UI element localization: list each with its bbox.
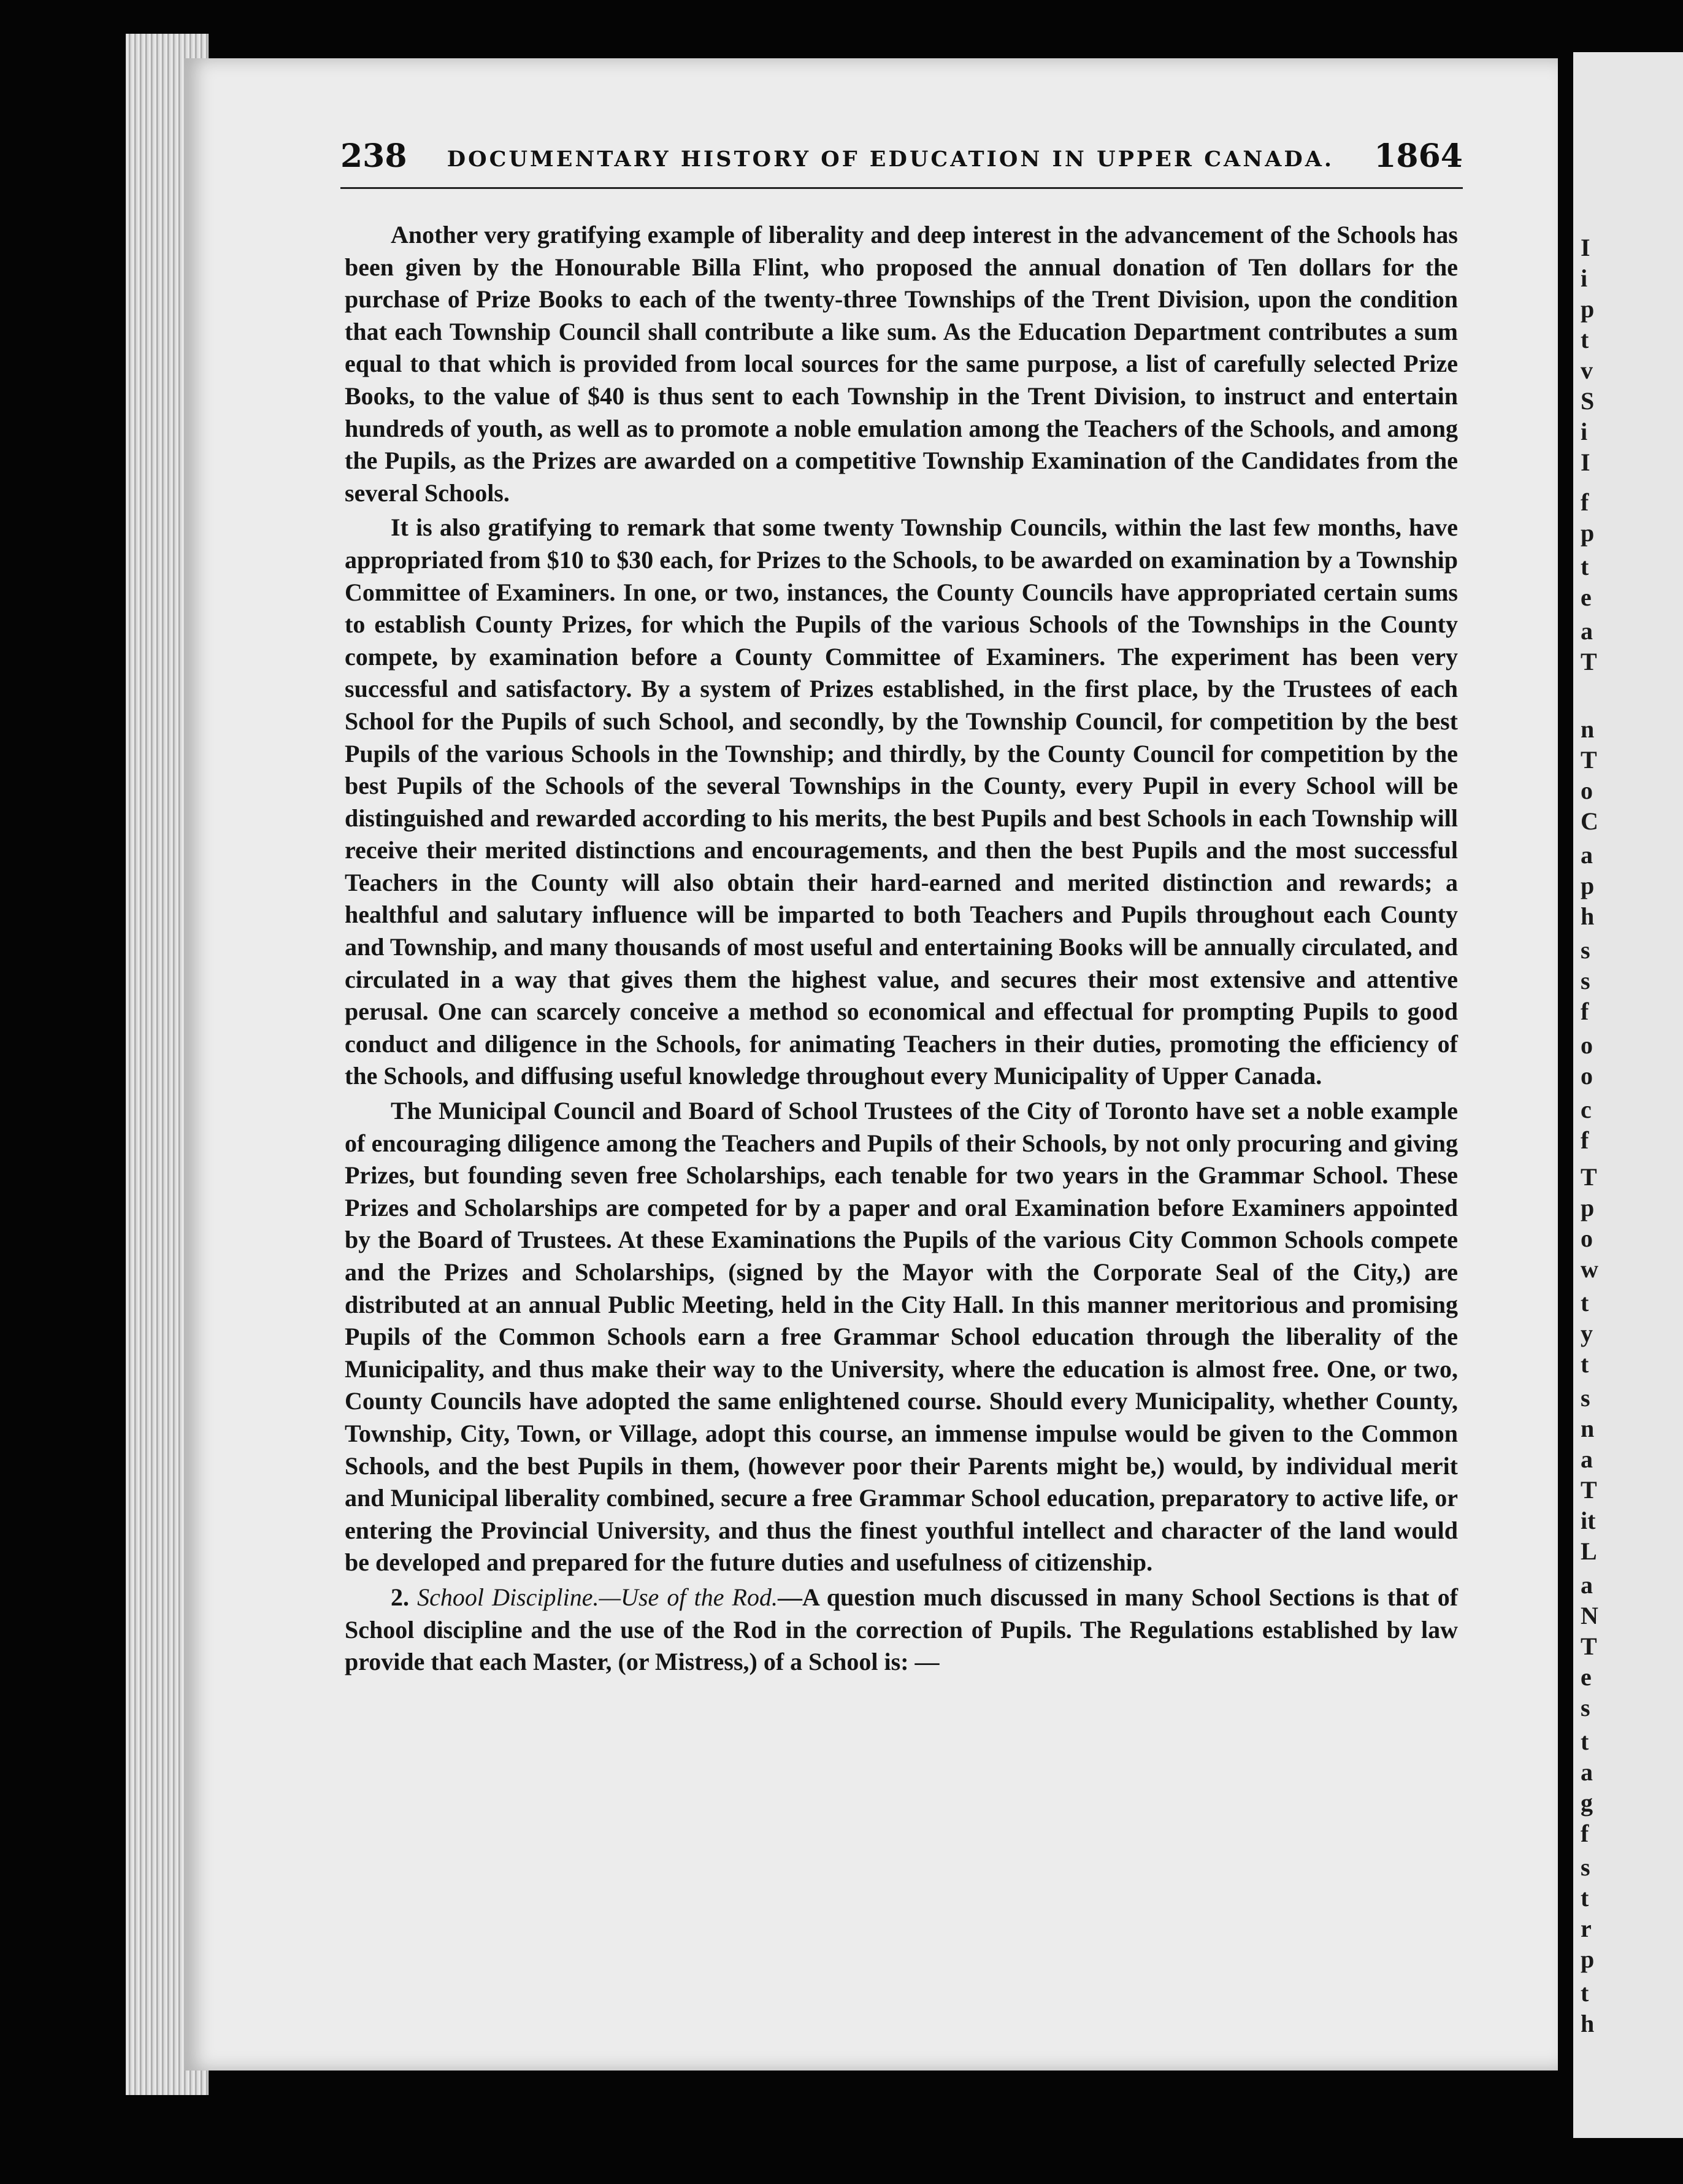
paragraph: Another very gratifying example of liberality and deep interest in the advancement of the Schools has been given by the Honourable Billa Flint, who proposed the annual donation of Ten dollars for the purchase of Prize Books to each of the twenty-three Townships of the Trent Division, upon the condition that each Township Council shall contribute a like sum. As the Education Department contributes a sum equal to that which is provided from local sources for the same purpose, a list of carefully selected Prize Books, to the value of $40 is thus sent to each Township in the Trent Division, to instruct and entertain hundreds of youth, as well as to promote a noble emulation among the Teachers of the Schools, and among the Pupils, as the Prizes are awarded on a competitive Township Examination of the Candidates from the several Schools. [345, 221, 1458, 507]
adjacent-letter: h [1581, 902, 1595, 930]
adjacent-letter: t [1581, 1289, 1589, 1317]
adjacent-letter: g [1581, 1789, 1593, 1817]
adjacent-letter: n [1581, 1415, 1595, 1442]
adjacent-letter: s [1581, 1384, 1590, 1412]
page-header [340, 120, 1463, 175]
adjacent-letter: s [1581, 967, 1590, 994]
adjacent-letter: p [1581, 519, 1595, 547]
adjacent-letter: f [1581, 488, 1589, 516]
section-title: School Discipline.—Use of the Rod. [417, 1583, 778, 1611]
adjacent-letter: c [1581, 1096, 1592, 1123]
adjacent-letter: a [1581, 1445, 1593, 1473]
adjacent-letter: I [1581, 234, 1590, 261]
adjacent-letter: s [1581, 1694, 1590, 1721]
adjacent-letter: n [1581, 715, 1595, 743]
adjacent-letter: s [1581, 936, 1590, 964]
adjacent-letter: it [1581, 1507, 1596, 1534]
adjacent-letter: T [1581, 648, 1597, 675]
section-paragraph [345, 1582, 1458, 1678]
adjacent-letter: e [1581, 1663, 1592, 1691]
page-number: 238 [340, 137, 407, 175]
adjacent-letter: p [1581, 295, 1595, 323]
adjacent-letter: o [1581, 1031, 1593, 1059]
body-text [345, 219, 1458, 1678]
adjacent-letter: o [1581, 1225, 1593, 1252]
adjacent-letter: t [1581, 553, 1589, 580]
adjacent-letter: a [1581, 841, 1593, 869]
adjacent-letter: r [1581, 1915, 1592, 1942]
adjacent-letter: e [1581, 583, 1592, 611]
section-text: —A question much discussed in many School Sections is that of School discipline and the use of the Rod in the correction of Pupils. The Regulations established by law provide that each Master, (or Mistress,) of a School is: — [345, 1583, 1459, 1676]
adjacent-letter: T [1581, 1476, 1597, 1504]
adjacent-letter: S [1581, 387, 1595, 415]
adjacent-letter: f [1581, 1126, 1589, 1154]
adjacent-letter: a [1581, 617, 1593, 645]
adjacent-letter: N [1581, 1602, 1598, 1629]
section-number: 2. [391, 1583, 409, 1611]
adjacent-letter: s [1581, 1853, 1590, 1881]
adjacent-letter: t [1581, 1350, 1589, 1378]
adjacent-letter: L [1581, 1537, 1597, 1565]
adjacent-letter: f [1581, 1820, 1589, 1847]
adjacent-letter: p [1581, 1194, 1595, 1221]
adjacent-letter: I [1581, 448, 1590, 476]
running-title: DOCUMENTARY HISTORY OF EDUCATION IN UPPER CANADA. [447, 147, 1335, 172]
adjacent-page-fragment [1573, 52, 1683, 2138]
adjacent-letter: a [1581, 1758, 1593, 1786]
adjacent-letter: t [1581, 1728, 1589, 1755]
adjacent-letter: o [1581, 1062, 1593, 1090]
adjacent-letter: C [1581, 807, 1598, 835]
document-page [184, 58, 1558, 2071]
adjacent-letter: t [1581, 1979, 1589, 2007]
adjacent-letter: v [1581, 356, 1593, 384]
adjacent-letter: p [1581, 1945, 1595, 1973]
header-year: 1864 [1374, 137, 1463, 175]
adjacent-letter: f [1581, 998, 1589, 1025]
adjacent-letter: T [1581, 746, 1597, 774]
adjacent-letter: y [1581, 1320, 1593, 1347]
adjacent-letter: h [1581, 2010, 1595, 2037]
adjacent-letter: i [1581, 418, 1588, 445]
adjacent-letter: w [1581, 1255, 1598, 1283]
adjacent-letter: a [1581, 1571, 1593, 1599]
header-rule [340, 187, 1463, 189]
adjacent-letter: t [1581, 326, 1589, 353]
adjacent-letter: t [1581, 1884, 1589, 1912]
adjacent-letter: o [1581, 777, 1593, 804]
adjacent-letter: p [1581, 872, 1595, 899]
adjacent-letter: i [1581, 264, 1588, 292]
adjacent-letter: T [1581, 1632, 1597, 1660]
paragraph: The Municipal Council and Board of School Trustees of the City of Toronto have set a noble example of encouraging diligence among the Teachers and Pupils of their Schools, by not only procuring and giving Prizes, but founding seven free Scholarships, each tenable for two years in the Grammar School. These Prizes and Scholarships are competed for by a paper and oral Examination before Examiners appointed by the Board of Trustees. At these Examinations the Pupils of the various City Common Schools compete and the Prizes and Scholarships, (signed by the Mayor with the Corporate Seal of the City,) are distributed at an annual Public Meeting, held in the City Hall. In this manner meritorious and promising Pupils of the Common Schools earn a free Grammar School education through the liberality of the Municipality, and thus make their way to the University, where the education is almost free. One, or two, County Councils have adopted the same enlightened course. Should every Municipality, whether County, Township, City, Town, or Village, adopt this course, an immense impulse would be given to the Common Schools, and the best Pupils in them, (however poor their Parents might be,) would, by individual merit and Municipal liberality combined, secure a free Grammar School education, preparatory to active life, or entering the Provincial University, and thus the finest youthful intellect and character of the land would be developed and prepared for the future duties and usefulness of citizenship. [345, 1097, 1458, 1577]
adjacent-letter: T [1581, 1163, 1597, 1191]
paragraph: It is also gratifying to remark that some twenty Township Councils, within the last few months, have appropriated from $10 to $30 each, for Prizes to the Schools, to be awarded on examination by a Township Committee of Examiners. In one, or two, instances, the County Councils have appropriated certain sums to establish County Prizes, for which the Pupils of the various Schools of the Townships in the County compete, by examination before a County Committee of Examiners. The experiment has been very successful and satisfactory. By a system of Prizes established, in the first place, by the Trustees of each School for the Pupils of such School, and secondly, by the Township Council, for competition by the best Pupils of the various Schools in the Township; and thirdly, by the County Council for competition by the best Pupils of the Schools of the several Townships in the County, every Pupil in every School will be distinguished and rewarded according to his merits, the best Pupils and best Schools in each Township will receive their merited distinctions and encouragements, and then the best Pupils and the most successful Teachers in the County will also obtain their hard-earned and merited distinction and rewards; a healthful and salutary influence will be imparted to both Teachers and Pupils throughout each County and Township, and many thousands of most useful and entertaining Books will be annually circulated, and circulated in a way that gives them the highest value, and secures their most extensive and attentive perusal. One can scarcely conceive a method so economical and effectual for prompting Pupils to good conduct and diligence in the Schools, for animating Teachers in their duties, promoting the efficiency of the Schools, and diffusing useful knowledge throughout every Municipality of Upper Canada. [345, 513, 1458, 1090]
